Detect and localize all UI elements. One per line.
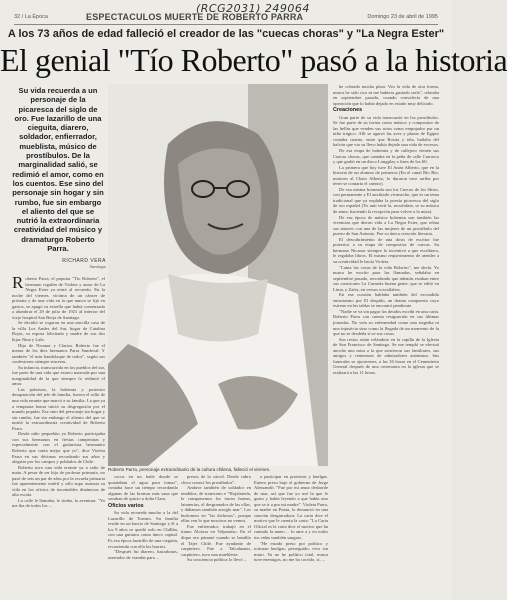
paragraph: Sus restos están velándose en la capilla de la Iglesia de San Francisco de Santiago. Se me templó se efectuó anoche una misa a la que asistieron sus familiares, sus amigos y centenares de admiradores anónimos. Sus funerales se ajoravenes, a las 16 horas en el Cementerio General después de una ceremonia en la iglesia que se realizará a las 11 horas. bbox=[333, 336, 439, 375]
paragraph: "Después fui diarero, lustrabotas, aserrador de viandas para ... bbox=[108, 549, 178, 560]
body-column-5 bbox=[333, 84, 439, 586]
paragraph: oberto Parra, el popular "Tío Roberto", el hermano regalón de Violeta y autor de La Negra Ester ya entró al recuerdo. En la noche del viernes, víctima de un cáncer de próstata y de una vida en la que nunca se fijó en gastos, se apagó su estrella que había comenzado a alumbrar el 29 de julio de 1921 al interior del viejo hospital San Borja de Santiago. bbox=[12, 276, 105, 320]
paragraph: "He estado preso por político y torturan huelgas, perseguido; vivo sin muro. Ya no he político total, nunca tuve enemigos, no me ha corrido, sí, ... bbox=[254, 540, 328, 563]
paragraph: De esa época de música bohemia son también las vivencias que dieron vida a La Negra Ester, que relata sus amores con una de las mujeres de un prostíbulo del puerto de San Antonio. Fue su única creación literaria. bbox=[333, 214, 439, 237]
paragraph: Anduve también de soldador en tendidos, de tranviario e "Hojalatería, le componemos los tarros bateas, latonerías, el desgranador de las ollas, y dábamos también arreglo mar". Los burloneos en "las dichosas", porque ellas ven lo que nosotros no vemos. bbox=[181, 485, 251, 524]
subhead-oficios-varios: Oficios varios bbox=[108, 502, 144, 509]
photo-caption: Roberto Parra, personaje extraordinario de la cultura chilena, falleció el viernes. bbox=[108, 467, 271, 472]
headline: El genial "Tío Roberto" pasó a la historia bbox=[0, 42, 507, 78]
paragraph: Gran parte de su vida transcurrió en los prostíbulos. Se fue parte de su forma como músico y compositor de las bellas que venden sus actos como empujador por un niño trágico. Allí se agarró las aves y plazas de Egipto contaba cuanto, entre que Rosita y tela, bailaba del balcón que vio su llevo había dejado una vida de excesos. bbox=[333, 114, 440, 148]
paragraph: "Nadie se va sin pagar los deudos escribí en una carta. Roberto Parra con cuenta resignación en sus últimas jornadas. No veía su enfermedad como una tragedia ni una injusticia sino como la llegada de un momento de la que no se desdeña si se sus cosas. bbox=[333, 308, 439, 337]
paragraph: cocos en un baile donde se quardaban el agua para tomar", contaba hace un tiempo recordando algunas de las bromas más sana que sacaban de quicio a doña Clara. bbox=[108, 474, 178, 502]
paragraph: Roberto tuvo una vida errante ya a salto de mata. A pesar de ser hijo de profesor primario, no pasó de seis un par de años por la escuela primaria fue aparentemente estéril y sólo supo avanzar su vida en los oficios de incontables dinámicas de alta escala. bbox=[12, 464, 105, 498]
section-title: ESPECTACULOS MUERTE DE ROBERTO PARRA bbox=[86, 12, 304, 22]
paragraph: La primera que hoy tuve El Anón Alberto, que en la historia de un alumno de primeros (En el canal Río Río, motores al Chato Alberto, lo duraron tuve arriba por tener se contaría el cuento). bbox=[333, 164, 439, 187]
paragraph: Fue enfierrador, trabajó en el tramo Alcázar en Valparaíso. En el dique era páramó cuando se bandilo el Tajer Chile. Fue ayudante de carpintero. Fue a Talcahuano, carpintero, tuvo una muebleria. bbox=[181, 523, 251, 557]
issue-date: Domingo 23 de abril de 1995 bbox=[367, 14, 438, 20]
paragraph: Hijo de Nicanor y Clarisa, Roberto fue el menor de los diez hermanos Parra Sandoval. Y también "el más bandolaque de todos", según sus confesiones siempre sinceras. bbox=[12, 342, 105, 365]
body-column-2 bbox=[108, 474, 178, 586]
paragraph: Su conciencia política lo llevó ... bbox=[187, 557, 248, 563]
kicker: A los 73 años de edad falleció el creador de las "cuecas choras" y "La Negra Ester" bbox=[7, 28, 445, 40]
body-column-1 bbox=[12, 273, 105, 586]
lead-paragraph: Su vida recuerda a un personaje de la picaresca del siglo de oro. Fue lazarillo de una cieguita, diarero, soldador, enfierrador, mueblista, músico de prostíbulos. De la marginalidad salió, se redimió el amor, como en los cuentos. Ese sino del personaje sin hogar y sin rumbo, fue sin embargo el aliento del que se nutrió la extraordinaria creatividad del músico y dramaturgo Roberto Parra. bbox=[12, 86, 104, 254]
header-rule bbox=[14, 24, 438, 25]
body-column-3 bbox=[181, 474, 251, 586]
body-column-4 bbox=[254, 474, 328, 586]
paragraph: a participar en protestas y huelgas. Entero preso bajo el gobierno de Jorge Alessandri. "Fue por mi amor desborde de mar, así que fue yo usé la que le gusto y había leyendo a que había uno que se ir a por mi madre". Violeta Parra, su madre en Punta, lo denunció en una canción desgarradora: La carta dice el motivo que le cuenta la carta: "La Carta Oficial es la carta dice el motivo que ha cantado la mano ... lo ame a y en todos tus vidas también sangras. bbox=[254, 474, 328, 541]
paragraph: En esa ocasión hablaba también del escondido entusiasmo por El despido, un drama compuesto cuyo estreno en las tablas se encontró pendiente. bbox=[333, 292, 439, 309]
paragraph: Se decidió se rogaron en una sencilla casa de la villa Los Andes del Sur, hogar de Catalina Rojas, su esposa felicitada y madre de sus dos hijas Nina y Lala. bbox=[12, 320, 105, 343]
paragraph: he cobrado mucha plata. Veo la vida de otra forma, nunca he sido rico ni me hubiera gustado serlo", relataba en septiembre pasado, cuando convalecía de una operación que lo había dejado en estado muy delicado. bbox=[333, 84, 439, 106]
paragraph: Su vida recuerda mucho a la del Lazarillo de Tormes. Su familia reside en un barrio de Santiago y él a los 9 años se quedó solo en Chillán, con una guitarra como único capital. Es esa época lazarillo de una cieguita, recorriendo con ella los barrios. bbox=[108, 510, 178, 549]
paragraph: De esa misma horneada son los Cuecas de los Sítios, con permanente y El auxiliado vivanacho, que es un tema tradicional que ya explaba la poesía picaresca del siglo de oro español (Yo anti vertí la, recuérdate, se su música de amor, haciendo la recepción para volver a la misa). bbox=[333, 186, 439, 215]
page-label: 32 / La Época bbox=[14, 14, 48, 20]
byline-location: Santiago bbox=[89, 264, 106, 269]
drop-cap: R bbox=[12, 273, 24, 292]
paragraph: Las pobrezas, la bohemia y posterior desaparición del jefe de familia, fueron el sello de una vida errante que marcó a su familia. La que ya a temprana honra inició su disgregación por el mundo popular. Ese sino del personaje sin hogar y sin rumbo, fue sin embargo el aliento del que se nutrió la extraordinaria creatividad de Roberto Parra. bbox=[12, 386, 105, 431]
subhead-creaciones: Creaciones bbox=[333, 107, 363, 114]
portrait-photo bbox=[108, 84, 328, 466]
byline-author: RICHARD VERA bbox=[62, 258, 106, 264]
paragraph: Desde niño pequeñito ya Roberto participaba con sus hermanos en fiestas campesinas y especialmente con el guitarrista hermanito Roberto que canta mejor que yo", dice Violeta Parra en sus décimas recordando sus años y alegrías por los campos y poblados de Chile. bbox=[12, 431, 105, 465]
handwritten-archive-note: (RCG2031) 249064 bbox=[196, 2, 310, 15]
paragraph: El descubrimiento de una dosis de escritor fue posterior a su etapa de compositor de cuecas. Su hermano Nicanor siempre lo incentivó a que escribiera, le regalaba libros. El mismo requerimiento de atender a su creatividad le hacía Violeta. bbox=[333, 236, 439, 264]
portrait-illustration bbox=[108, 84, 328, 466]
page-header bbox=[14, 14, 438, 24]
paragraph: La calle le llamaba, le tiraba, la aventura. "Yo me iba de todos los ... bbox=[12, 497, 105, 509]
paragraph: Su infancia, transcurrida en los pueblos del sur, fue parte de una vida que estuvo marcada por una marginalidad de la que siempre lo redimió el amor. bbox=[12, 364, 105, 387]
paragraph: presos de la cárcel. Desde cabro chico conocí los prostíbulos". bbox=[181, 474, 251, 485]
paragraph: De esa etapa de bohemia y de callejero vienen sus Cuecas choras, que cantaba en la peña de calle Carrasco y que grabó en un disco Longplay a fines de los 60. bbox=[333, 148, 439, 165]
paragraph: "Canta las cosas de la vida Roberto", me decía. Yo nunca he escrito para las llamadas, señalaba en septiembre pasado, recordando que además estaban entre sus creaciones La Carmela buena gente, que se editó en Lima, y Zafra, en versos octosílabos. bbox=[333, 264, 439, 292]
